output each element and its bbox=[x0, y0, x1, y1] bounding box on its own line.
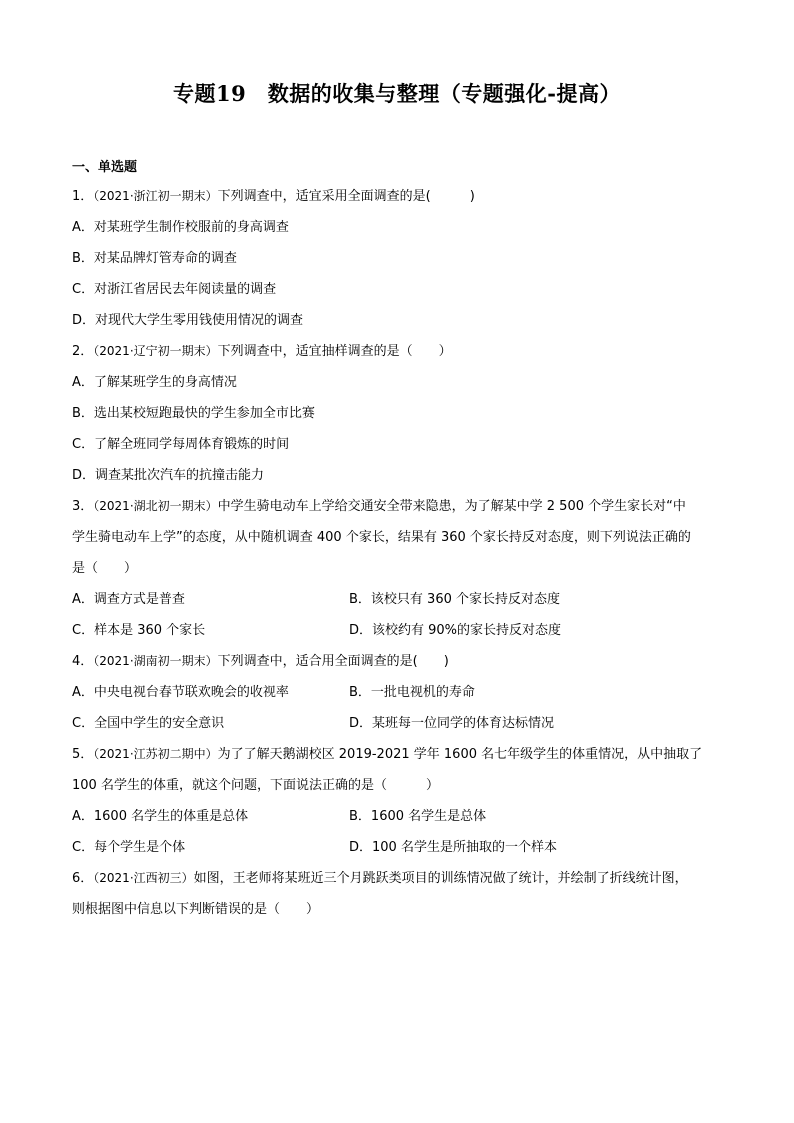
question-text: 下列调查中，适宜采用全面调查的是( ) bbox=[217, 189, 475, 204]
option-a: A．中央电视台春节联欢晚会的收视率 bbox=[72, 685, 289, 700]
question-number: 3． bbox=[72, 499, 94, 514]
option-c: C．对浙江省居民去年阅读量的调查 bbox=[72, 282, 277, 297]
option-d: D．某班每一位同学的体育达标情况 bbox=[349, 716, 555, 731]
question-3-stem-line-1 bbox=[72, 491, 726, 522]
option-row bbox=[72, 677, 726, 708]
question-6-stem-line-2: 则根据图中信息以下判断错误的是（ ） bbox=[72, 902, 320, 917]
question-list bbox=[72, 157, 726, 925]
question-source: （2021·湖北初一期末） bbox=[93, 499, 218, 513]
question-source: （2021·江苏初二期中） bbox=[93, 747, 218, 761]
option-c: C．每个学生是个体 bbox=[72, 840, 186, 855]
question-number: 2． bbox=[72, 344, 94, 359]
option-row bbox=[72, 832, 726, 863]
question-source: （2021·辽宁初一期末） bbox=[93, 344, 218, 358]
question-source: （2021·江西初三） bbox=[93, 871, 194, 885]
question-1-stem bbox=[72, 181, 726, 212]
question-text: 下列调查中，适合用全面调查的是( ) bbox=[217, 654, 449, 669]
option-a: A．调查方式是普查 bbox=[72, 592, 185, 607]
option-b: B．一批电视机的寿命 bbox=[349, 685, 475, 700]
option-d: D．对现代大学生零用钱使用情况的调查 bbox=[72, 313, 304, 328]
question-5-stem-line-2: 100 名学生的体重，就这个问题，下面说法正确的是（ ） bbox=[72, 778, 439, 793]
question-source: （2021·浙江初一期末） bbox=[93, 189, 218, 203]
option-c: C．了解全班同学每周体育锻炼的时间 bbox=[72, 437, 290, 452]
option-a: A．了解某班学生的身高情况 bbox=[72, 375, 237, 390]
option-b: B．1600 名学生是总体 bbox=[349, 809, 487, 824]
question-3-stem-line-2: 学生骑电动车上学”的态度，从中随机调查 400 个家长，结果有 360 个家长持反对态度，则下列说法正确的 bbox=[72, 530, 691, 545]
question-number: 4． bbox=[72, 654, 94, 669]
option-a: A．1600 名学生的体重是总体 bbox=[72, 809, 249, 824]
question-6-stem-line-1 bbox=[72, 863, 726, 894]
option-c: C．样本是 360 个家长 bbox=[72, 623, 206, 638]
option-row bbox=[72, 801, 726, 832]
question-text: 下列调查中，适宜抽样调查的是（ ） bbox=[217, 344, 452, 359]
option-a: A．对某班学生制作校服前的身高调查 bbox=[72, 220, 289, 235]
question-3-stem-line-3: 是（ ） bbox=[72, 561, 138, 576]
question-text: 中学生骑电动车上学给交通安全带来隐患，为了解某中学 2 500 个学生家长对“中 bbox=[217, 499, 686, 514]
question-source: （2021·湖南初一期末） bbox=[93, 654, 218, 668]
question-4-stem bbox=[72, 646, 726, 677]
question-2-stem bbox=[72, 336, 726, 367]
option-row bbox=[72, 584, 726, 615]
question-number: 6． bbox=[72, 871, 94, 886]
question-number: 1． bbox=[72, 189, 94, 204]
option-b: B．对某品牌灯管寿命的调查 bbox=[72, 251, 237, 266]
section-heading: 一、单选题 bbox=[72, 160, 138, 175]
option-row bbox=[72, 708, 726, 739]
option-d: D．调查某批次汽车的抗撞击能力 bbox=[72, 468, 265, 483]
question-text: 如图，王老师将某班近三个月跳跃类项目的训练情况做了统计，并绘制了折线统计图， bbox=[193, 871, 688, 886]
option-b: B．选出某校短跑最快的学生参加全市比赛 bbox=[72, 406, 315, 421]
page-title: 专题19 数据的收集与整理（专题强化-提高） bbox=[173, 81, 621, 106]
question-number: 5． bbox=[72, 747, 94, 762]
option-d: D．100 名学生是所抽取的一个样本 bbox=[349, 840, 557, 855]
option-d: D．该校约有 90%的家长持反对态度 bbox=[349, 623, 562, 638]
option-c: C．全国中学生的安全意识 bbox=[72, 716, 225, 731]
option-b: B．该校只有 360 个家长持反对态度 bbox=[349, 592, 560, 607]
question-5-stem-line-1 bbox=[72, 739, 726, 770]
option-row bbox=[72, 615, 726, 646]
question-text: 为了了解天鹅湖校区 2019-2021 学年 1600 名七年级学生的体重情况，从中抽取了 bbox=[217, 747, 703, 762]
